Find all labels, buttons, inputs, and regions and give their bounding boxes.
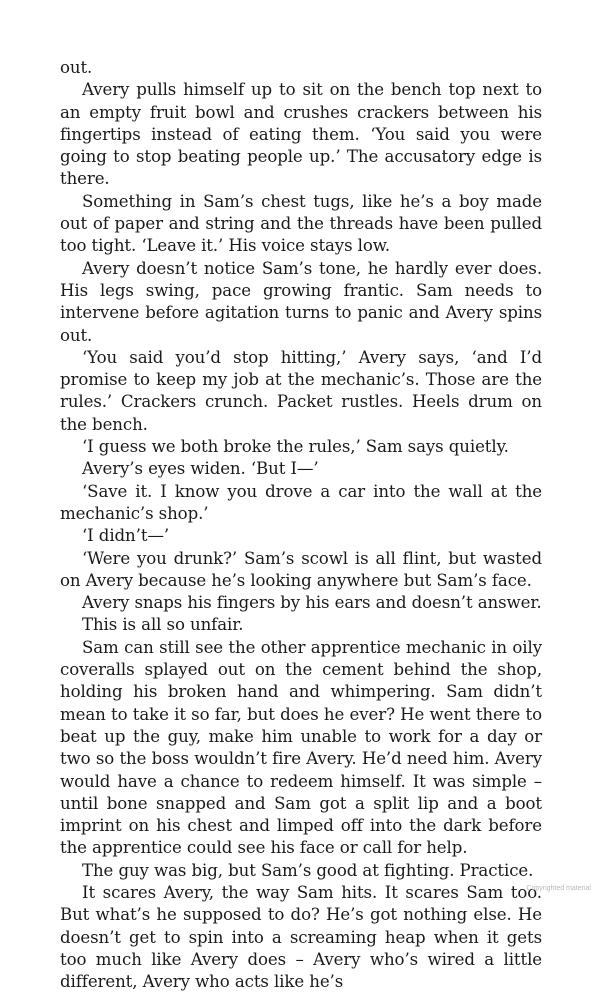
- paragraph: Something in Sam’s chest tugs, like he’s a boy made out of paper and string and the threads have been pulled too tight. ‘Leave it.’ His voice stays low.: [60, 191, 542, 256]
- page-body: [60, 57, 542, 993]
- paragraph: This is all so unfair.: [82, 615, 244, 635]
- paragraph: out.: [60, 58, 93, 77]
- paragraph: Avery doesn’t notice Sam’s tone, he hardly ever does. His legs swing, pace growing frantic. Sam needs to intervene before agitation turns to panic and Avery spins out.: [60, 258, 542, 345]
- paragraph: Avery snaps his fingers by his ears and doesn’t answer.: [82, 593, 542, 613]
- paragraph: ‘I guess we both broke the rules,’ Sam says quietly.: [82, 437, 509, 457]
- paragraph: Avery’s eyes widen. ‘But I—’: [82, 459, 319, 479]
- paragraph: It scares Avery, the way Sam hits. It scares Sam too. But what’s he supposed to do? He’s got nothing else. He doesn’t get to spin into a screaming heap when it gets too much like Avery does – Avery who’s wired a little different, Avery who acts like he’s: [60, 882, 542, 992]
- paragraph: Avery pulls himself up to sit on the bench top next to an empty fruit bowl and crushes crackers between his fingertips instead of eating them. ‘You said you were going to stop beating people up.’ The accusatory edge is there.: [60, 80, 542, 189]
- paragraph: The guy was big, but Sam’s good at fighting. Practice.: [82, 860, 534, 880]
- paragraph: ‘Were you drunk?’ Sam’s scowl is all flint, but wasted on Avery because he’s looking anywhere but Sam’s face.: [60, 548, 542, 590]
- paragraph: Sam can still see the other apprentice mechanic in oily coveralls splayed out on the cement behind the shop, holding his broken hand and whimpering. Sam didn’t mean to take it so far, but does he ever? He went there to beat up the guy, make him unable to work for a day or two so the boss wouldn’t fire Avery. He’d need him. Avery would have a chance to redeem himself. It was simple – until bone snapped and Sam got a split lip and a boot imprint on his chest and limped off into the dark before the apprentice could see his face or call for help.: [60, 637, 542, 858]
- paragraph: ‘I didn’t—’: [82, 526, 170, 546]
- paragraph: ‘You said you’d stop hitting,’ Avery says, ‘and I’d promise to keep my job at the mechanic’s. Those are the rules.’ Crackers crunch. Packet rustles. Heels drum on the bench.: [60, 347, 542, 434]
- paragraph: ‘Save it. I know you drove a car into the wall at the mechanic’s shop.’: [60, 481, 542, 523]
- copyright-watermark: Copyrighted material: [526, 885, 591, 892]
